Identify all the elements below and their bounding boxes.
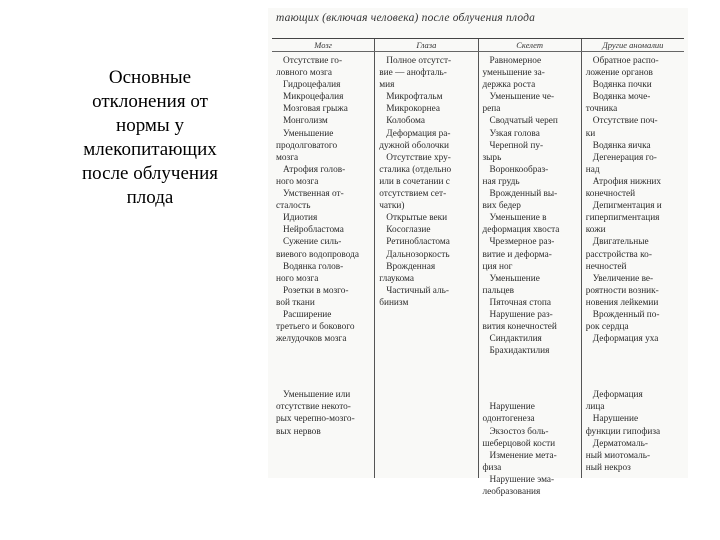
table-entry: Микрокорнеа — [386, 104, 440, 115]
table-entry: Деформация лица — [585, 390, 643, 413]
table-entry: Отсутствие хру- сталика (отдельно или в сочетании с отсутствием сет- чатки) — [379, 152, 452, 212]
table-entry: Дальнозоркость — [386, 249, 450, 260]
table-entry: Уменьшение че- репа — [482, 92, 555, 115]
table-entry: Деформация ра- дужной оболочки — [379, 128, 451, 151]
table-entry: Пяточная стопа — [489, 297, 552, 308]
table-entry: Нарушение эма- леобразования — [482, 474, 555, 497]
table-entry: Брахидактилия — [489, 346, 550, 357]
table-entry: Изменение мета- физа — [482, 450, 557, 473]
table-entry: Водянка почки — [592, 80, 652, 91]
table-entry: Дерматомаль- ный миотомаль- ный некроз — [585, 438, 651, 473]
table-entry: Водянка яичка — [592, 140, 651, 151]
table-entry: Уменьшение в деформация хвоста — [482, 213, 560, 236]
table-entry: Расширение третьего и бокового желудочков мозга — [276, 309, 355, 345]
table-caption: тающих (включая человека) после облучения плода — [276, 12, 536, 24]
column-header-eyes: Глаза — [374, 39, 477, 51]
table-body — [272, 52, 684, 497]
table-entry: Гидроцефалия — [283, 80, 341, 91]
table-entry: Розетки в мозго- вой ткани — [276, 285, 349, 308]
table-entry: Сужение силь- виевого водопровода — [276, 237, 359, 260]
table-entry: Микрофтальм — [386, 92, 443, 103]
table-entry: Врожденная глаукома — [379, 261, 436, 284]
column-header-other-anomalies: Другие аномалии — [581, 39, 684, 51]
table-entry: Полное отсутст- вие — анофталь- мия — [379, 56, 452, 91]
table-entry: Чрезмерное раз- витие и деформа- ция ног — [482, 237, 555, 272]
table-entry: Атрофия нижних конечностей — [585, 176, 662, 200]
column-header-brain: Мозг — [314, 40, 332, 50]
table-entry: Мозговая грыжа — [283, 104, 348, 115]
table-entry: Воронкообраз- ная грудь — [482, 164, 549, 187]
table-spacer — [483, 373, 578, 385]
table-entry: Колобома — [386, 116, 425, 127]
table-spacer — [276, 361, 371, 373]
table-entry: Врожденный по- рок сердца — [585, 309, 660, 333]
table-entry: Сводчатый череп — [489, 116, 558, 127]
table-entry: Уменьшение или отсутствие некото- рых черепно-мозго- вых нервов — [276, 390, 355, 437]
table-entry: Равномерное уменьшение за- держка роста — [482, 56, 545, 91]
table-entry: Умственная от- сталость — [276, 189, 344, 212]
table-entry: Врожденный вы- вих бедер — [482, 189, 558, 212]
table-entry: Уменьшение пальцев — [482, 273, 540, 296]
table-entry: Синдактилия — [489, 334, 542, 345]
slide-title: Основные отклонения от нормы у млекопитающих после облучения плода — [82, 67, 218, 208]
table-entry: Водянка моче- точника — [585, 92, 651, 115]
table-entry: Водянка голов- ного мозга — [276, 261, 344, 284]
column-eyes — [374, 52, 477, 478]
column-brain — [272, 52, 374, 478]
table-entry: Открытые веки — [386, 213, 448, 224]
column-skeleton — [478, 52, 581, 497]
table-entry: Отсутствие го- ловного мозга — [276, 56, 343, 79]
table-entry: Ретинобластома — [386, 237, 450, 248]
column-header-skeleton: Скелет — [478, 39, 581, 51]
table-entry: Уменьшение продолговатого мозга — [276, 128, 338, 163]
table-header-row — [272, 38, 684, 52]
table-entry: Нарушение функции гипофиза — [585, 414, 661, 437]
table-entry: Двигательные расстройства ко- нечностей — [585, 237, 652, 272]
table-entry: Нарушение раз- вития конечностей — [482, 309, 557, 333]
table-entry: Черепной пу- зырь — [482, 140, 544, 163]
scanned-table-image — [268, 8, 688, 497]
table-entry: Микроцефалия — [283, 92, 344, 103]
table-entry: Увеличение ве- роятности возник- новения лейкемии — [585, 273, 659, 308]
table-entry: Отсутствие поч- ки — [585, 116, 658, 139]
table-entry: Узкая голова — [489, 128, 540, 139]
table-entry: Экзостоз боль- шеберцовой кости — [482, 426, 556, 449]
table-entry: Косоглазие — [386, 225, 431, 236]
table-entry: Депигментация и гиперпигментация кожи — [585, 201, 662, 236]
table-entry: Нейробластома — [283, 225, 344, 236]
table-entry: Идиотия — [283, 213, 318, 224]
table-entry: Дегенерация го- над — [585, 152, 657, 175]
table-entry: Монголизм — [283, 116, 328, 127]
table-spacer — [586, 361, 681, 373]
table-entry: Деформация уха — [592, 334, 659, 345]
column-other-anomalies — [581, 52, 684, 478]
table-entry: Нарушение одонтогенеза — [482, 402, 535, 425]
table-entry: Частичный аль- бинизм — [379, 285, 449, 308]
table-entry: Обратное распо- ложение органов — [585, 56, 659, 79]
table-entry: Атрофия голов- ного мозга — [276, 164, 346, 187]
